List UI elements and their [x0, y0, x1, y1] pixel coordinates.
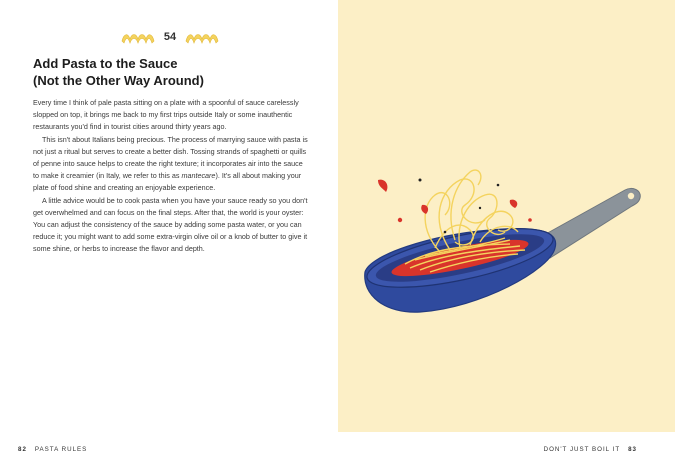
pasta-tossing-pan-illustration [360, 160, 660, 330]
footer-left [18, 446, 87, 453]
left-page-number: 82 [18, 446, 27, 453]
footer-right [544, 446, 637, 453]
paragraph-2: This isn't about Italians being precious. The process of marrying sauce with pasta is not just a ritual but serves to create a better dish. Tossing strands of spaghetti or quills of penne into sauce helps to create the right texture; it incorporates air into the sauce to make it creamier (in Italy, we refer to this as mantecare). It's all about making your plate of food shine and creating an enjoyable experience. [33, 134, 308, 193]
pasta-shape-icon [120, 27, 156, 47]
right-page-number: 83 [628, 446, 637, 453]
pasta-shape-icon [184, 27, 220, 47]
article-body [33, 97, 308, 256]
right-running-head: DON'T JUST BOIL IT [543, 446, 621, 453]
italic-term: mantecare [181, 171, 216, 181]
paragraph-3: A little advice would be to cook pasta when you have your sauce ready so you don't get overwhelmed and can focus on the final steps. After that, the world is your oyster: You can adjust the consistency of the sauce by adding some pasta water, or you can reduce it; you might want to add some extra-virgin olive oil or a knob of butter to give it some shine, or herbs to increase the flavor and depth. [33, 195, 308, 254]
article-title [33, 55, 323, 89]
title-line-2: (Not the Other Way Around) [33, 73, 204, 88]
rule-header [118, 24, 222, 50]
left-running-head: PASTA RULES [34, 446, 88, 453]
paragraph-1: Every time I think of pale pasta sitting on a plate with a spoonful of sauce carelessly slopped on top, it brings me back to my first trips outside Italy or some inauthentic restaurants you'd find in tourist cities around thirty years ago. [33, 98, 299, 132]
title-line-1: Add Pasta to the Sauce [33, 56, 178, 71]
rule-number: 54 [163, 31, 177, 43]
